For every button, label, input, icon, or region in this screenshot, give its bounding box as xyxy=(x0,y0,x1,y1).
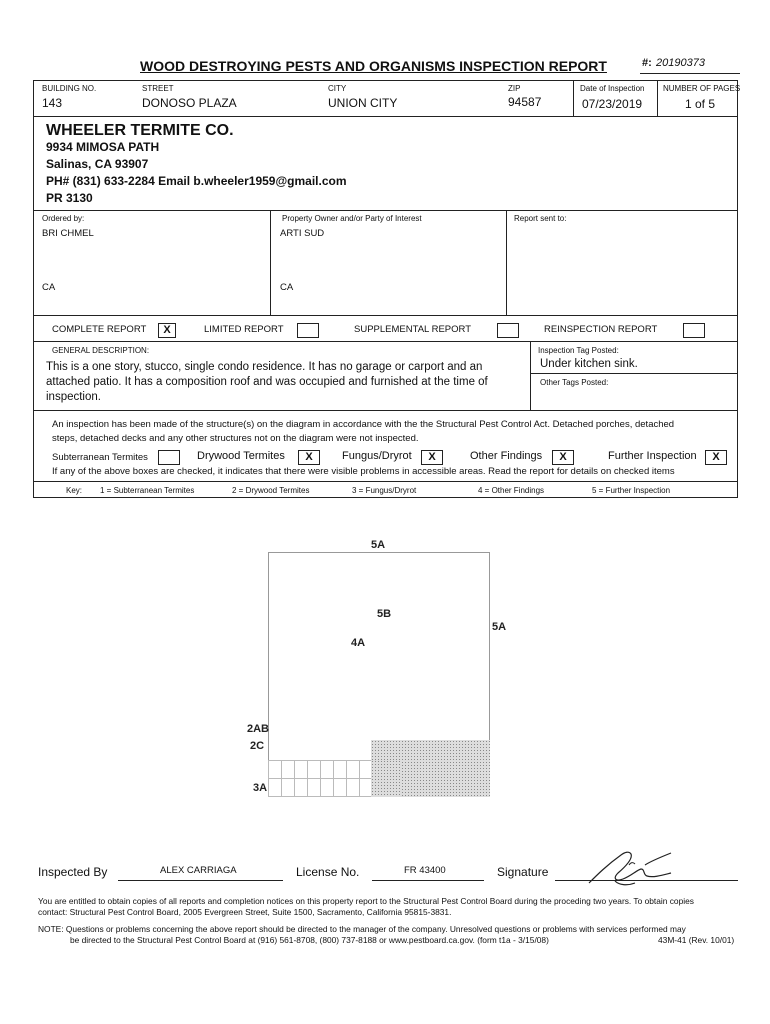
zip-label: ZIP xyxy=(508,84,521,93)
license-no-label: License No. xyxy=(296,865,360,879)
key-subterranean: 1 = Subterranean Termites xyxy=(100,486,195,495)
report-sent-to-label: Report sent to: xyxy=(514,214,567,223)
other-findings-label: Other Findings xyxy=(470,450,543,462)
diagram-label-right: 5A xyxy=(492,621,507,633)
diagram-label-center2: 4A xyxy=(351,637,366,649)
other-tags-label: Other Tags Posted: xyxy=(540,378,609,387)
company-contact: PH# (831) 633-2284 Email b.wheeler1959@gmail.com xyxy=(46,174,347,188)
findings-note: If any of the above boxes are checked, it indicates that there were visible problems in accessible areas. Read the report for details on checked items xyxy=(52,466,675,477)
form-number: 43M-41 (Rev. 10/01) xyxy=(658,935,735,945)
company-license: PR 3130 xyxy=(46,191,93,205)
street-label: STREET xyxy=(142,84,174,93)
inspector-name: ALEX CARRIAGA xyxy=(160,865,237,876)
diagram-label-top: 5A xyxy=(371,539,386,551)
report-number: 20190373 xyxy=(656,57,705,69)
key-label: Key: xyxy=(66,486,83,495)
key-drywood: 2 = Drywood Termites xyxy=(232,486,310,495)
company-name: WHEELER TERMITE CO. xyxy=(46,122,234,139)
note-line1: NOTE: Questions or problems concerning the above report should be directed to the manager of the company. Unresolved questions or problems with services performed may xyxy=(38,924,686,934)
diagram-label-bottom: 3A xyxy=(253,782,268,794)
reinspection-report-label: REINSPECTION REPORT xyxy=(544,324,658,335)
report-number-underline xyxy=(640,73,740,74)
inspector-signature xyxy=(585,845,695,890)
inspection-tag-label: Inspection Tag Posted: xyxy=(538,346,619,355)
general-description-line1: This is a one story, stucco, single condo residence. It has no garage or carport and an xyxy=(46,361,483,373)
company-city: Salinas, CA 93907 xyxy=(46,157,149,171)
city-label: CITY xyxy=(328,84,347,93)
city: UNION CITY xyxy=(328,96,398,110)
further-inspection-label: Further Inspection xyxy=(608,450,697,462)
key-further: 5 = Further Inspection xyxy=(592,486,671,495)
signature-label: Signature xyxy=(497,865,549,879)
note-line2: be directed to the Structural Pest Control Board at (916) 561-8708, (800) 737-8188 or www.pestboard.ca.gov. (form t1a - 3/15/08) xyxy=(70,935,549,945)
fungus-dryrot-label: Fungus/Dryrot xyxy=(342,450,412,462)
drywood-termites-label: Drywood Termites xyxy=(197,450,285,462)
steps-grid xyxy=(268,760,371,797)
ordered-by-label: Ordered by: xyxy=(42,214,85,223)
diagram-label-center: 5B xyxy=(377,608,392,620)
building-no: 143 xyxy=(42,96,63,110)
diagram-label-left2: 2C xyxy=(250,740,265,752)
subterranean-termites-checkbox[interactable] xyxy=(158,450,180,465)
building-no-label: BUILDING NO. xyxy=(42,84,97,93)
diagram-label-left1: 2AB xyxy=(247,723,270,735)
notice-line1: You are entitled to obtain copies of all reports and completion notices on this property report to the Structural Pest Control Board during the proceding two years. To obtain copies xyxy=(38,896,694,906)
supplemental-report-checkbox[interactable] xyxy=(497,323,519,338)
key-other: 4 = Other Findings xyxy=(478,486,545,495)
company-address: 9934 MIMOSA PATH xyxy=(46,140,160,154)
owner-label: Property Owner and/or Party of Interest xyxy=(282,214,422,223)
ordered-by-name: BRI CHMEL xyxy=(42,228,94,239)
drywood-termites-checkbox[interactable]: X xyxy=(298,450,320,465)
ordered-by-state: CA xyxy=(42,282,56,293)
zip: 94587 xyxy=(508,95,542,109)
date-label: Date of Inspection xyxy=(580,84,645,93)
page-count: 1 of 5 xyxy=(685,97,716,111)
limited-report-label: LIMITED REPORT xyxy=(204,324,284,335)
inspected-by-label: Inspected By xyxy=(38,865,108,879)
owner-state: CA xyxy=(280,282,294,293)
limited-report-checkbox[interactable] xyxy=(297,323,319,338)
license-no: FR 43400 xyxy=(404,865,446,876)
supplemental-report-label: SUPPLEMENTAL REPORT xyxy=(354,324,472,335)
general-description-line3: inspection. xyxy=(46,391,101,403)
inspection-tag-value: Under kitchen sink. xyxy=(540,358,638,370)
general-description-label: GENERAL DESCRIPTION: xyxy=(52,346,150,355)
key-fungus: 3 = Fungus/Dryrot xyxy=(352,486,417,495)
complete-report-checkbox[interactable]: X xyxy=(158,323,176,338)
further-inspection-checkbox[interactable]: X xyxy=(705,450,727,465)
reinspection-report-checkbox[interactable] xyxy=(683,323,705,338)
street: DONOSO PLAZA xyxy=(142,96,237,110)
findings-intro-line1: An inspection has been made of the structure(s) on the diagram in accordance with the the Structural Pest Control Act. Detached porches, detached xyxy=(52,419,675,430)
report-title: WOOD DESTROYING PESTS AND ORGANISMS INSPECTION REPORT xyxy=(140,58,607,74)
complete-report-label: COMPLETE REPORT xyxy=(52,324,147,335)
report-number-label: #: xyxy=(642,57,652,69)
inspection-date: 07/23/2019 xyxy=(582,97,643,111)
findings-intro-line2: steps, detached decks and any other structures not on the diagram were not inspected. xyxy=(52,433,419,444)
owner-name: ARTI SUD xyxy=(280,228,325,239)
pages-label: NUMBER OF PAGES xyxy=(663,84,741,93)
fungus-dryrot-checkbox[interactable]: X xyxy=(421,450,443,465)
other-findings-checkbox[interactable]: X xyxy=(552,450,574,465)
subterranean-termites-label: Subterranean Termites xyxy=(52,452,148,463)
general-description-line2: attached patio. It has a composition roof and was occupied and furnished at the time of xyxy=(46,376,488,388)
notice-line2: contact: Structural Pest Control Board, 2005 Evergreen Street, Suite 1500, Sacramento, California 95815-3831. xyxy=(38,907,452,917)
